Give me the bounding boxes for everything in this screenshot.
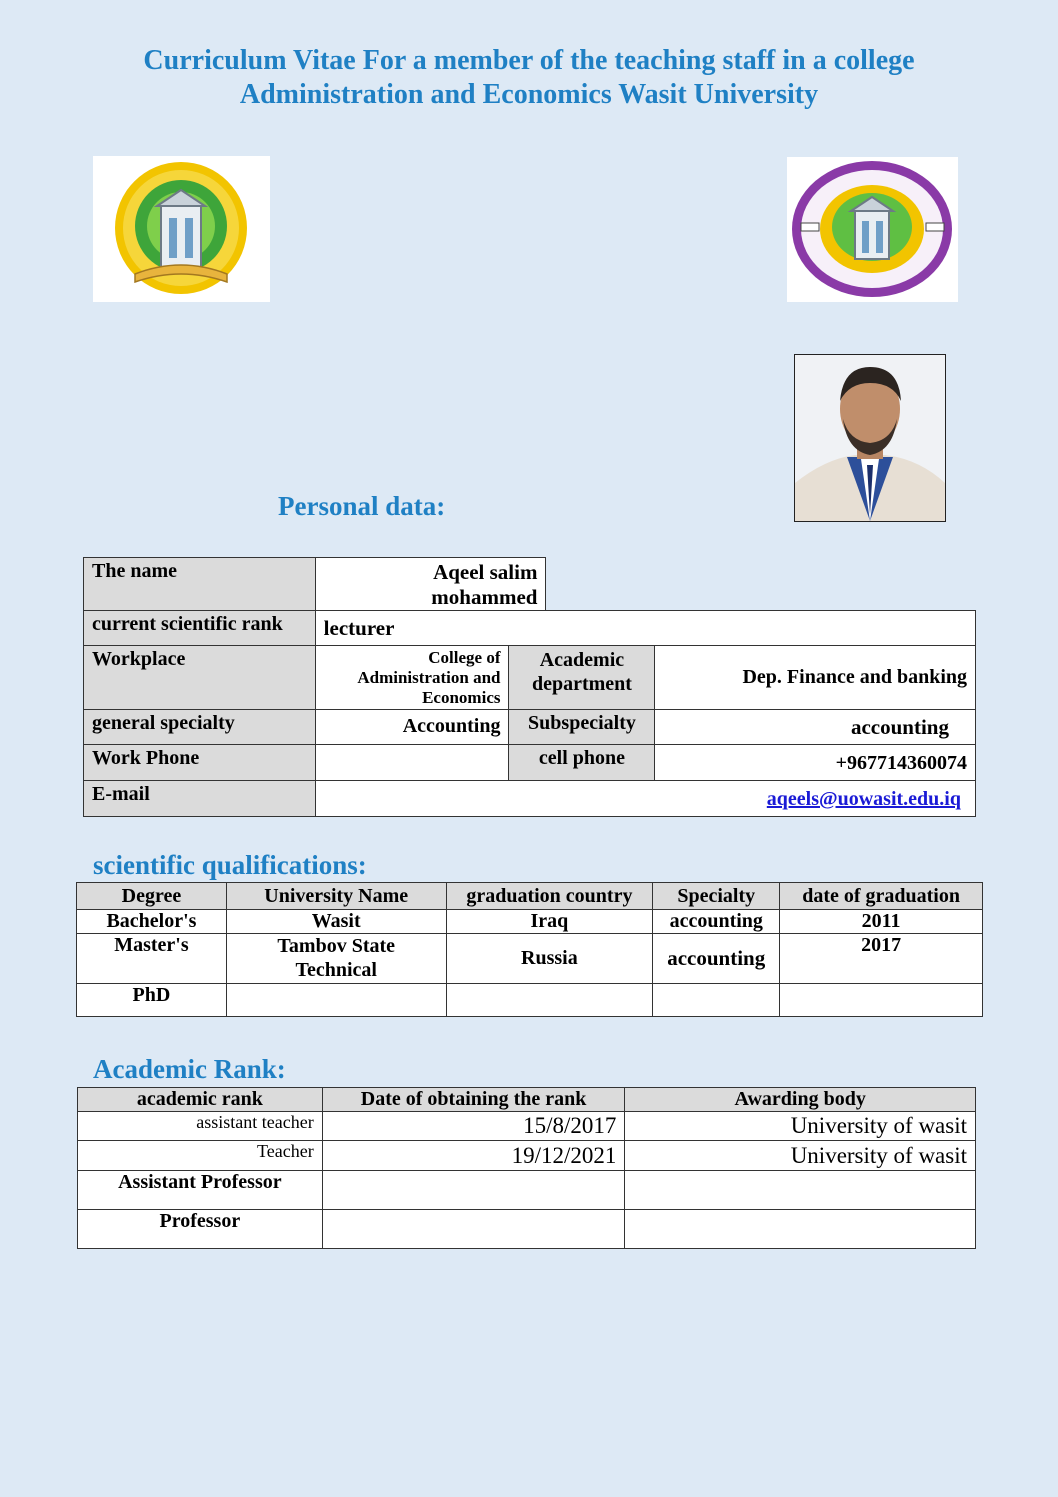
col-country: graduation country bbox=[446, 883, 653, 910]
awarding-body-cell bbox=[625, 1210, 976, 1249]
degree-cell: Master's bbox=[77, 934, 227, 984]
table-row bbox=[78, 1210, 976, 1249]
country-cell: Iraq bbox=[446, 910, 653, 934]
university-line-2: Technical bbox=[295, 959, 377, 981]
page-title bbox=[0, 44, 1058, 112]
col-degree: Degree bbox=[77, 883, 227, 910]
college-seal-logo bbox=[787, 157, 958, 302]
table-row bbox=[77, 910, 983, 934]
personal-data-heading: Personal data: bbox=[278, 491, 446, 521]
rank-label: current scientific rank bbox=[84, 611, 316, 646]
academic-rank-table bbox=[77, 1087, 976, 1249]
university-cell bbox=[226, 934, 446, 984]
qualifications-heading: scientific qualifications: bbox=[93, 850, 367, 880]
university-cell bbox=[226, 984, 446, 1017]
specialty-cell: accounting bbox=[653, 910, 780, 934]
awarding-body-cell bbox=[625, 1171, 976, 1210]
rank-cell: Professor bbox=[78, 1210, 323, 1249]
workplace-row bbox=[84, 646, 976, 710]
specialty-cell bbox=[653, 984, 780, 1017]
awarding-body-cell: University of wasit bbox=[625, 1141, 976, 1171]
wasit-university-logo bbox=[93, 156, 270, 302]
general-specialty-value: Accounting bbox=[315, 710, 509, 745]
workplace-line-1: College of bbox=[428, 648, 501, 667]
awarding-body-cell: University of wasit bbox=[625, 1112, 976, 1141]
col-awarding-body: Awarding body bbox=[625, 1088, 976, 1112]
workplace-label: Workplace bbox=[84, 646, 316, 710]
department-label-line-2: department bbox=[531, 673, 632, 695]
department-label-line-1: Academic bbox=[539, 649, 625, 671]
email-value-cell bbox=[315, 781, 975, 817]
qualifications-table bbox=[76, 882, 983, 1017]
graduation-date-cell bbox=[780, 984, 983, 1017]
rank-date-cell bbox=[322, 1171, 625, 1210]
cell-phone-label: cell phone bbox=[509, 745, 655, 781]
rank-cell: assistant teacher bbox=[78, 1112, 323, 1141]
rank-date-cell: 15/8/2017 bbox=[322, 1112, 625, 1141]
title-line-1: Curriculum Vitae For a member of the teaching staff in a college bbox=[143, 45, 915, 76]
table-row bbox=[78, 1112, 976, 1141]
country-cell bbox=[446, 984, 653, 1017]
department-label bbox=[509, 646, 655, 710]
name-line-2: mohammed bbox=[431, 585, 538, 609]
name-label: The name bbox=[84, 558, 316, 611]
subspecialty-label: Subspecialty bbox=[509, 710, 655, 745]
email-row bbox=[84, 781, 976, 817]
degree-cell: Bachelor's bbox=[77, 910, 227, 934]
rank-value: lecturer bbox=[315, 611, 975, 646]
specialty-row bbox=[84, 710, 976, 745]
col-specialty: Specialty bbox=[653, 883, 780, 910]
email-label: E-mail bbox=[84, 781, 316, 817]
work-phone-label: Work Phone bbox=[84, 745, 316, 781]
col-graduation-date: date of graduation bbox=[780, 883, 983, 910]
phone-row bbox=[84, 745, 976, 781]
university-line-1: Tambov State bbox=[277, 935, 396, 957]
workplace-line-3: Economics bbox=[422, 688, 501, 707]
academic-rank-heading: Academic Rank: bbox=[93, 1054, 286, 1084]
graduation-date-cell: 2017 bbox=[780, 934, 983, 984]
table-row bbox=[78, 1171, 976, 1210]
rank-date-cell bbox=[322, 1210, 625, 1249]
name-value bbox=[315, 558, 546, 611]
empty-space bbox=[546, 558, 976, 611]
profile-photo bbox=[794, 354, 946, 522]
university-cell: Wasit bbox=[226, 910, 446, 934]
table-row bbox=[78, 1141, 976, 1171]
rank-date-cell: 19/12/2021 bbox=[322, 1141, 625, 1171]
workplace-line-2: Administration and bbox=[357, 668, 501, 687]
graduation-date-cell: 2011 bbox=[780, 910, 983, 934]
email-link[interactable]: aqeels@uowasit.edu.iq bbox=[766, 788, 961, 810]
workplace-value bbox=[315, 646, 509, 710]
name-row bbox=[84, 558, 976, 611]
qualifications-header-row bbox=[77, 883, 983, 910]
country-cell: Russia bbox=[446, 934, 653, 984]
degree-cell: PhD bbox=[77, 984, 227, 1017]
personal-data-table bbox=[83, 557, 976, 817]
department-value: Dep. Finance and banking bbox=[655, 646, 976, 710]
table-row bbox=[77, 934, 983, 984]
subspecialty-value: accounting bbox=[655, 710, 976, 745]
rank-cell: Teacher bbox=[78, 1141, 323, 1171]
name-line-1: Aqeel salim bbox=[433, 560, 538, 584]
col-university: University Name bbox=[226, 883, 446, 910]
academic-rank-header-row bbox=[78, 1088, 976, 1112]
title-line-2: Administration and Economics Wasit University bbox=[239, 79, 819, 110]
specialty-cell: accounting bbox=[653, 934, 780, 984]
table-row bbox=[77, 984, 983, 1017]
cell-phone-value: +967714360074 bbox=[655, 745, 976, 781]
col-rank-date: Date of obtaining the rank bbox=[322, 1088, 625, 1112]
work-phone-value bbox=[315, 745, 509, 781]
rank-cell: Assistant Professor bbox=[78, 1171, 323, 1210]
general-specialty-label: general specialty bbox=[84, 710, 316, 745]
col-academic-rank: academic rank bbox=[78, 1088, 323, 1112]
rank-row bbox=[84, 611, 976, 646]
